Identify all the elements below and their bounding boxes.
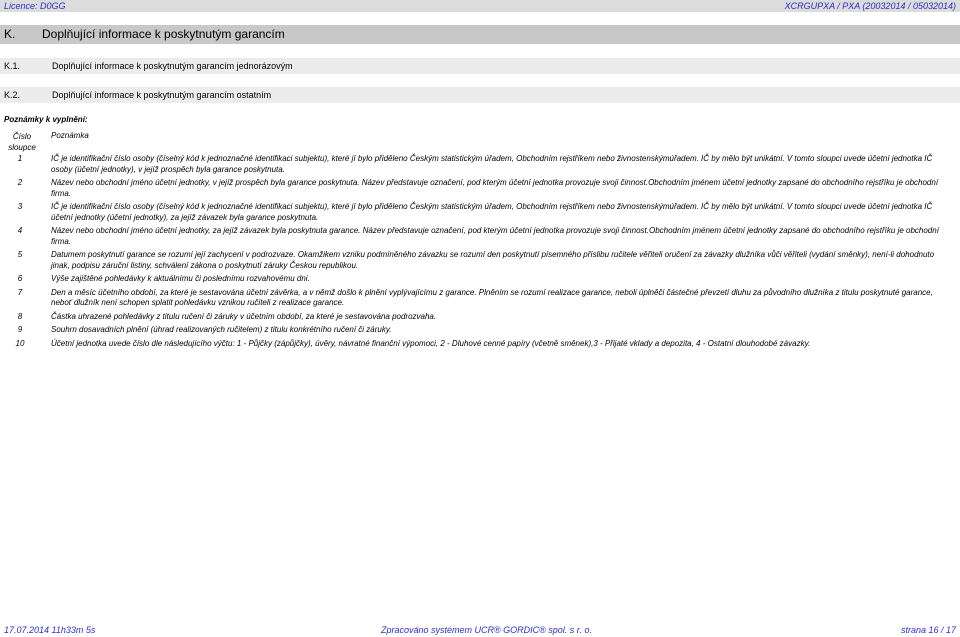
note-row: [0, 288, 960, 309]
note-row: [0, 250, 960, 271]
note-row: [0, 226, 960, 247]
note-row: [0, 312, 960, 323]
note-row: [0, 202, 960, 223]
note-number: 8: [17, 311, 23, 321]
notes-title: Poznámky k vyplnění:: [4, 115, 88, 124]
note-text: Datumem poskytnutí garance se rozumí její zachycení v podrozvaze. Okamžikem vzniku podmíněného závazku se rozumí den poskytnutí písemného příslibu ručitele věřiteli oručení za závazky dlužníka vůči věřiteli (vydání směnky), není-li dohodnuto jinak, podpisu záruční listiny, schválení zákona o poskytnutí záruky Českou republikou.: [51, 250, 935, 270]
note-text: Název nebo obchodní jméno účetní jednotky, za jejíž závazek byla poskytnuta garance. Název představuje označení, pod kterým účetní jednotka provozuje svoji činnost.Obchodním jménem účetní jednotky zapsané do obchodního rejstříku je obchodní firma.: [51, 226, 939, 246]
note-text: IČ je identifikační číslo osoby (číselný kód k jednoznačné identifikaci subjektu), které jí bylo přiděleno Českým statistickým úřadem, Obchodním rejstříkem nebo živnostenskýmúřadem. IČ by mělo být unikátní. V tomto sloupci uvede účetní jednotka IČ účetní jednotky (účetní jednotky), za jejíž závazek byla garance poskytnuta.: [51, 202, 933, 222]
subsection-title: Doplňující informace k poskytnutým garancím jednorázovým: [52, 61, 293, 71]
footer-system: Zpracováno systémem UCR® GORDIC® spol. s r. o.: [381, 625, 592, 635]
note-text: Souhrn dosavadních plnění (úhrad realizovaných ručitelem) z titulu konkrétního ručení či záruky.: [51, 325, 392, 334]
subsection-header-2: [0, 87, 960, 103]
report-id: XCRGUPXA / PXA (20032014 / 05032014): [784, 1, 956, 11]
footer-page-number: strana 16 / 17: [900, 625, 956, 635]
note-text: IČ je identifikační číslo osoby (číselný kód k jednoznačné identifikaci subjektu), které jí bylo přiděleno Českým statistickým úřadem, Obchodním rejstříkem nebo živnostenskýmúřadem. IČ by mělo být unikátní. V tomto sloupci uvede účetní jednotka IČ osoby (účetní jednotky), v jejíž prospěch byla garance poskytnuta.: [51, 154, 933, 174]
section-number: K.: [4, 27, 16, 41]
note-number: 4: [17, 226, 23, 235]
note-row: [0, 178, 960, 199]
section-title: Doplňující informace k poskytnutým garancím: [42, 27, 285, 41]
note-number: 6: [17, 274, 23, 283]
subsection-number: K.2.: [4, 90, 21, 100]
note-number: 1: [17, 154, 23, 163]
note-row: [0, 154, 960, 175]
column-header-number: Číslo sloupce: [8, 132, 36, 152]
note-number: 7: [17, 287, 23, 297]
note-row: [0, 339, 960, 350]
section-header: [0, 25, 960, 44]
note-text: Účetní jednotka uvede číslo dle následujícího výčtu: 1 - Půjčky (zápůjčky), úvěry, návratné finanční výpomoci, 2 - Dluhové cenné papíry (včetně směnek),3 - Přijaté vklady a depozita, 4 - Ostatní dlouhodobé závazky.: [51, 338, 811, 348]
note-number: 10: [15, 338, 25, 348]
top-bar: [0, 0, 960, 12]
column-header-note: Poznámka: [51, 131, 89, 140]
note-row: [0, 274, 960, 285]
note-number: 5: [17, 250, 23, 259]
note-text: Částka uhrazené pohledávky z titulu ručení či záruky v účetním období, za které je sestavována podrozvaha.: [51, 311, 437, 321]
subsection-title: Doplňující informace k poskytnutým garancím ostatním: [52, 90, 272, 100]
notes-list: [0, 154, 960, 352]
licence-label: Licence: D0GG: [4, 1, 66, 11]
footer-timestamp: 17.07.2014 11h33m 5s: [4, 625, 96, 635]
note-text: Název nebo obchodní jméno účetní jednotky, v jejíž prospěch byla garance poskytnuta. Název představuje označení, pod kterým účetní jednotka provozuje svoji činnost.Obchodním jménem účetní jednotky zapsané do obchodního rejstříku je obchodní firma.: [51, 178, 939, 198]
note-row: [0, 325, 960, 336]
note-number: 3: [17, 202, 23, 211]
note-number: 9: [17, 325, 23, 334]
note-number: 2: [17, 178, 23, 187]
subsection-header-1: [0, 58, 960, 74]
subsection-number: K.1.: [4, 61, 21, 71]
page-footer: [0, 624, 960, 637]
note-text: Den a měsíc účetního období, za které je sestavována účetní závěrka, a v němž došlo k plnění vyplývajícímu z garance. Plněním se rozumí realizace garance, neboli úplněči částečné převzetí dluhu za původního dlužníka z titulu poskytnuté garance, neboť dlužník není schopen splatit pohledávku vznikou ručiteli z realizace garance.: [51, 287, 933, 307]
note-text: Výše zajištěné pohledávky k aktuálnímu či poslednímu rozvahovému dni.: [51, 274, 310, 283]
